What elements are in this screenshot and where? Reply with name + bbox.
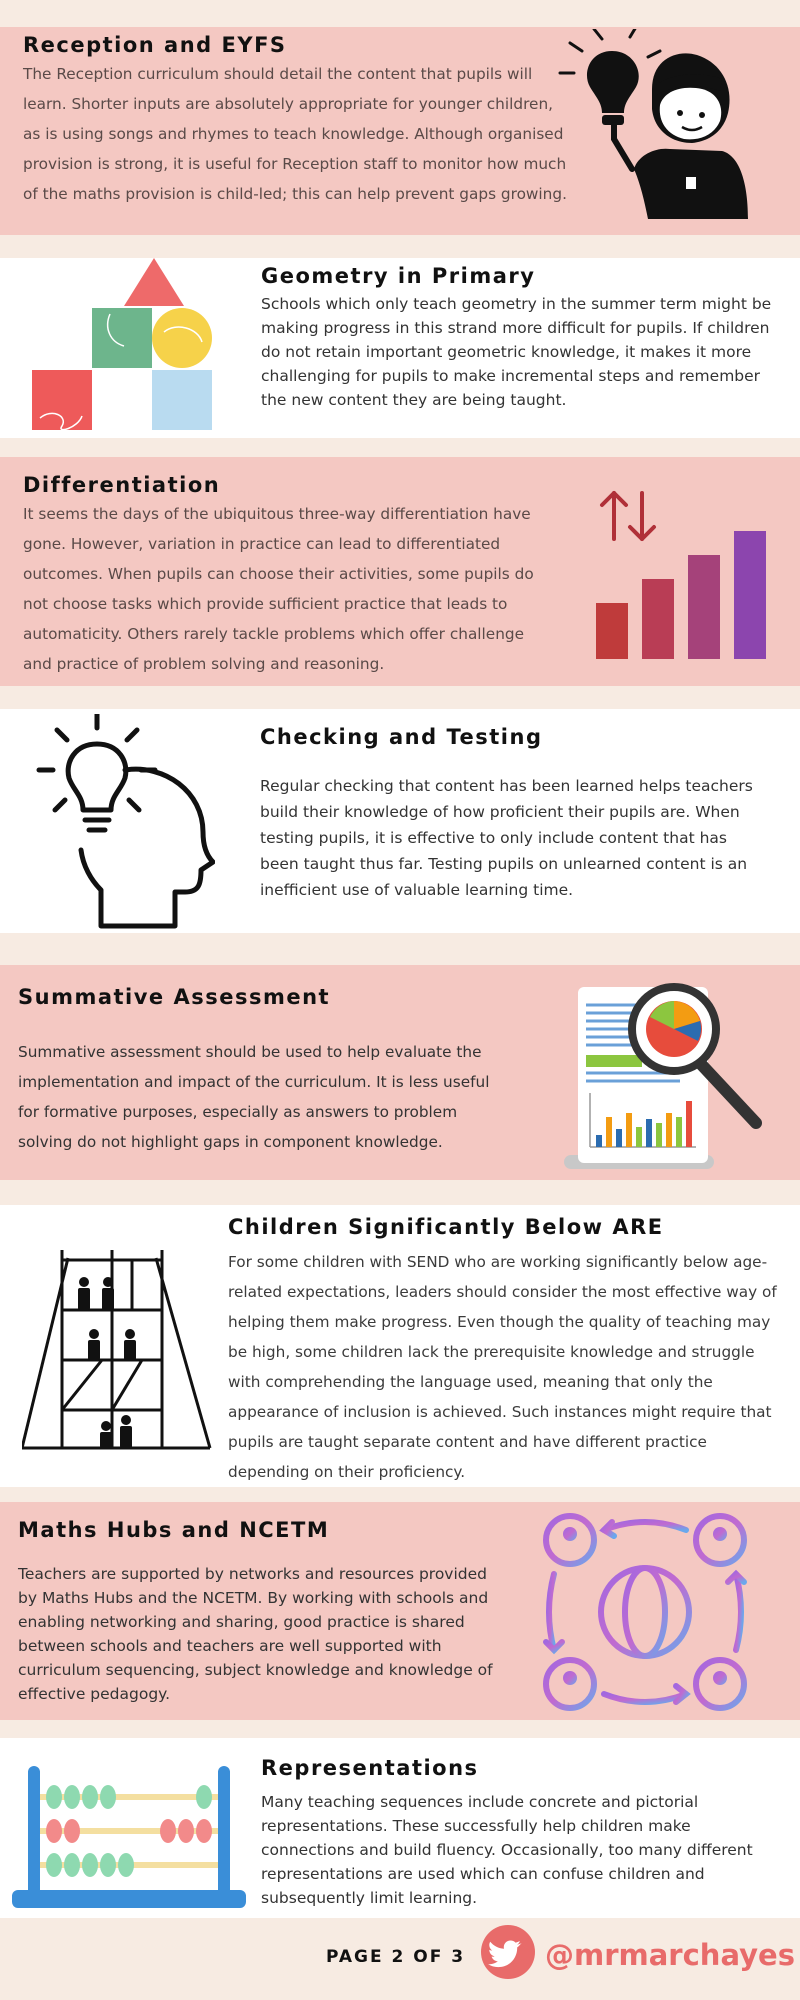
section-geometry (0, 258, 800, 438)
section-body: Summative assessment should be used to help evaluate the implementation and impact of the curriculum. It is less useful for formative purposes, especially as answers to problem solving do not highlight gaps in component knowledge. (18, 1043, 490, 1151)
section-representations (0, 1738, 800, 1918)
section-body: Schools which only teach geometry in the summer term might be making progress in this strand more difficult for pupils. If children do not retain important geometric knowledge, it makes it more challenging for pupils to make incremental steps and remember the new content they are being taught. (261, 295, 772, 409)
section-title: Checking and Testing (260, 725, 543, 749)
shapes-icon (32, 258, 217, 436)
page-number-label: PAGE 2 OF 3 (326, 1947, 466, 1967)
section-title: Summative Assessment (18, 985, 331, 1009)
report-magnifier-icon (560, 977, 765, 1177)
head-lightbulb-icon (35, 714, 215, 929)
twitter-bird-icon (480, 1924, 536, 1980)
section-body: Teachers are supported by networks and resources provided by Maths Hubs and the NCETM. By working with schools and enabling networking and sharing, good practice is shared between schools and teachers are well supported with curriculum sequencing, subject knowledge and knowledge of effective pedagogy. (18, 1565, 493, 1703)
section-body: Many teaching sequences include concrete and pictorial representations. These successfully help children make connections and build fluency. Occasionally, too many different representations are used which can confuse children and subsequently limit learning. (261, 1793, 753, 1907)
section-reception-eyfs (0, 27, 800, 235)
section-maths-hubs-ncetm (0, 1502, 800, 1720)
section-body: Regular checking that content has been learned helps teachers build their knowledge of how proficient their pupils are. When testing pupils, it is effective to only include content that has been taught thus far. Testing pupils on unlearned content is an inefficient use of valuable learning time. (260, 777, 753, 899)
scaffolding-icon (22, 1250, 212, 1450)
section-title: Reception and EYFS (23, 33, 287, 57)
abacus-icon (12, 1766, 247, 1912)
section-title: Representations (261, 1756, 479, 1780)
section-title: Differentiation (23, 473, 221, 497)
bar-chart-icon (592, 485, 772, 665)
section-title: Geometry in Primary (261, 264, 536, 288)
section-title: Children Significantly Below ARE (228, 1215, 664, 1239)
section-body: The Reception curriculum should detail the content that pupils will learn. Shorter inputs are absolutely appropriate for younger children, as is using songs and rhymes to teach knowledge. Although organised provision is strong, it is useful for Reception staff to monitor how much of the maths provision is child-led; this can help prevent gaps growing. (23, 65, 567, 203)
section-title: Maths Hubs and NCETM (18, 1518, 330, 1542)
section-body: For some children with SEND who are working significantly below age-related expectations, leaders should consider the most effective way of helping them make progress. Even though the quality of teaching may be high, some children lack the prerequisite knowledge and struggle with comprehending the language used, meaning that only the appearance of inclusion is achieved. Such instances might require that pupils are taught separate content and have different practice depending on their proficiency. (228, 1253, 777, 1481)
child-lightbulb-icon (552, 29, 752, 219)
section-summative-assessment (0, 965, 800, 1180)
twitter-handle[interactable]: @mrmarchayes (545, 1938, 795, 1972)
section-children-below-are (0, 1205, 800, 1487)
section-differentiation (0, 457, 800, 686)
section-checking-testing (0, 709, 800, 933)
network-globe-icon (540, 1510, 750, 1715)
section-body: It seems the days of the ubiquitous three-way differentiation have gone. However, variation in practice can lead to differentiated outcomes. When pupils can choose their activities, some pupils do not choose tasks which provide sufficient practice that leads to automaticity. Others rarely tackle problems which offer challenge and practice of problem solving and reasoning. (23, 505, 534, 673)
